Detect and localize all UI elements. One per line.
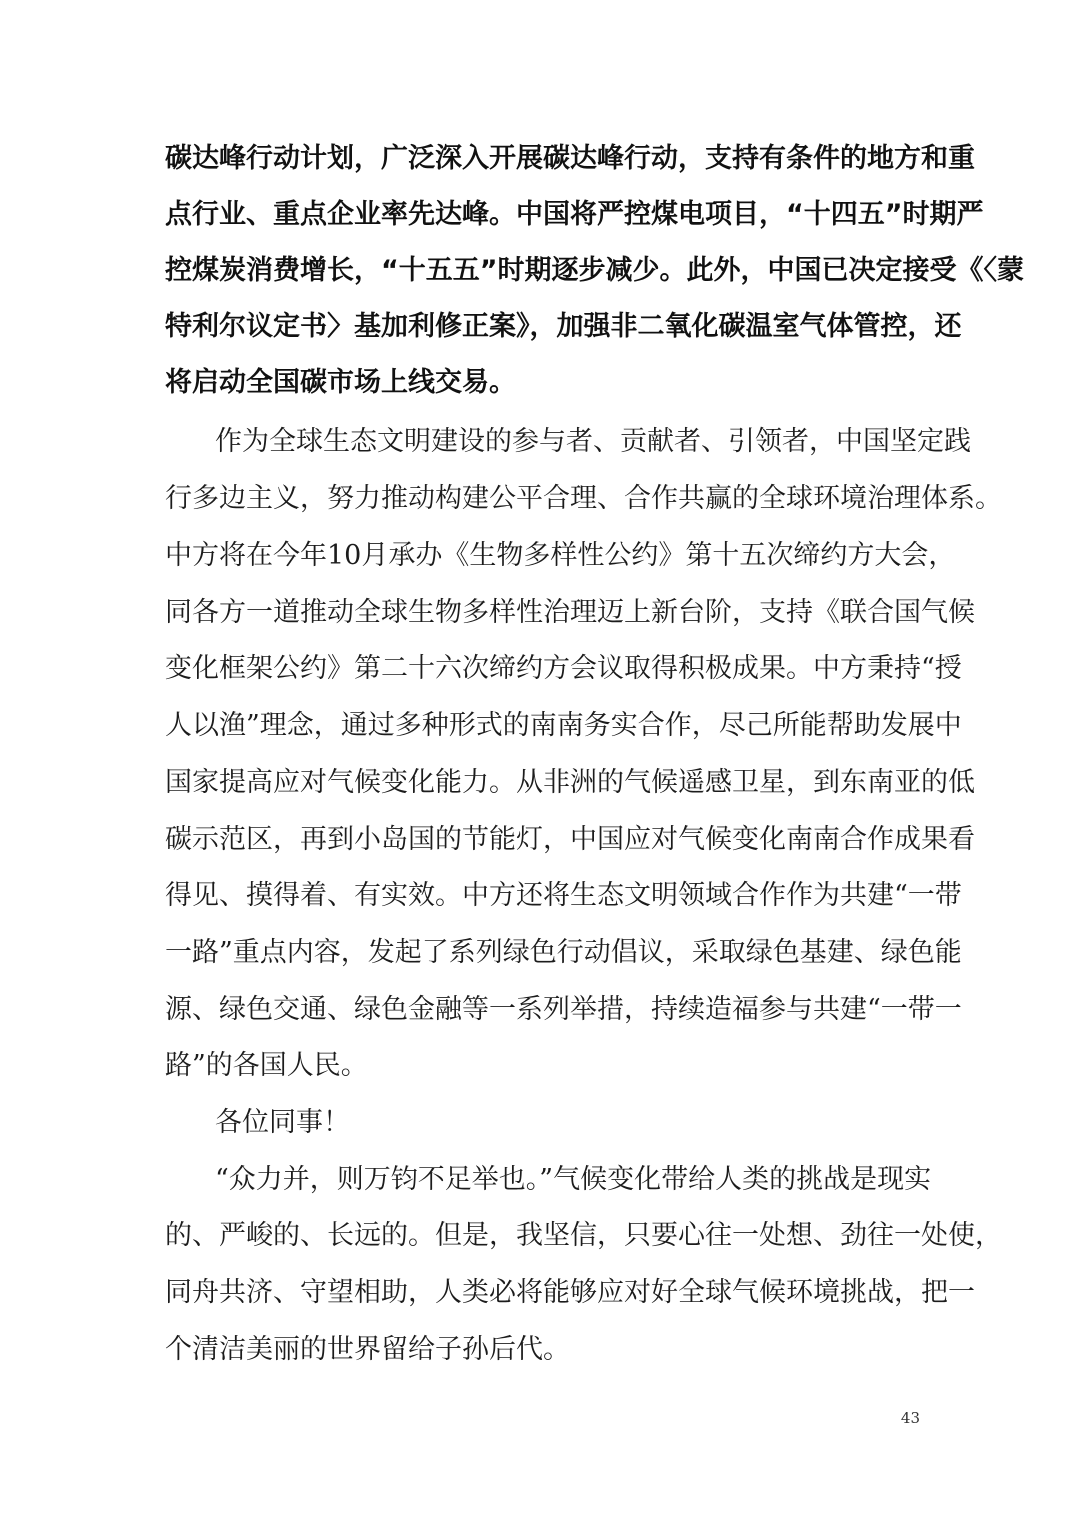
paragraph-line: 同舟共济、守望相助，人类必将能够应对好全球气候环境挑战，把一 bbox=[165, 1277, 975, 1308]
bold-paragraph-line: 控煤炭消费增长，“十五五”时期逐步减少。此外，中国已决定接受《〈蒙 bbox=[165, 255, 1024, 286]
bold-paragraph-line: 碳达峰行动计划，广泛深入开展碳达峰行动，支持有条件的地方和重 bbox=[165, 143, 975, 174]
paragraph-line: 作为全球生态文明建设的参与者、贡献者、引领者，中国坚定践 bbox=[215, 426, 971, 457]
paragraph-line: 中方将在今年10月承办《生物多样性公约》第十五次缔约方大会， bbox=[165, 540, 956, 571]
bold-paragraph-line: 将启动全国碳市场上线交易。 bbox=[165, 367, 516, 398]
paragraph-line: 国家提高应对气候变化能力。从非洲的气候遥感卫星，到东南亚的低 bbox=[165, 767, 975, 798]
paragraph-line: 的、严峻的、长远的。但是，我坚信，只要心往一处想、劲往一处使， bbox=[165, 1220, 1002, 1251]
paragraph-line: 得见、摸得着、有实效。中方还将生态文明领域合作作为共建“一带 bbox=[165, 880, 962, 911]
paragraph-line: 人以渔”理念，通过多种形式的南南务实合作，尽己所能帮助发展中 bbox=[165, 710, 962, 741]
page-number: 43 bbox=[900, 1409, 920, 1427]
paragraph-line: 个清洁美丽的世界留给子孙后代。 bbox=[165, 1334, 570, 1365]
paragraph-line: 源、绿色交通、绿色金融等一系列举措，持续造福参与共建“一带一 bbox=[165, 994, 962, 1025]
paragraph-line: 同各方一道推动全球生物多样性治理迈上新台阶，支持《联合国气候 bbox=[165, 597, 975, 628]
paragraph-line: 一路”重点内容，发起了系列绿色行动倡议，采取绿色基建、绿色能 bbox=[165, 937, 962, 968]
paragraph-line: “众力并，则万钧不足举也。”气候变化带给人类的挑战是现实 bbox=[215, 1164, 932, 1195]
paragraph-line: 行多边主义，努力推动构建公平合理、合作共赢的全球环境治理体系。 bbox=[165, 483, 1002, 514]
paragraph-line: 路”的各国人民。 bbox=[165, 1050, 368, 1081]
salutation-line: 各位同事！ bbox=[215, 1107, 350, 1138]
bold-paragraph-line: 特利尔议定书〉基加利修正案》，加强非二氧化碳温室气体管控，还 bbox=[165, 311, 962, 342]
paragraph-line: 碳示范区，再到小岛国的节能灯，中国应对气候变化南南合作成果看 bbox=[165, 824, 975, 855]
paragraph-line: 变化框架公约》第二十六次缔约方会议取得积极成果。中方秉持“授 bbox=[165, 653, 962, 684]
bold-paragraph-line: 点行业、重点企业率先达峰。中国将严控煤电项目，“十四五”时期严 bbox=[165, 199, 984, 230]
